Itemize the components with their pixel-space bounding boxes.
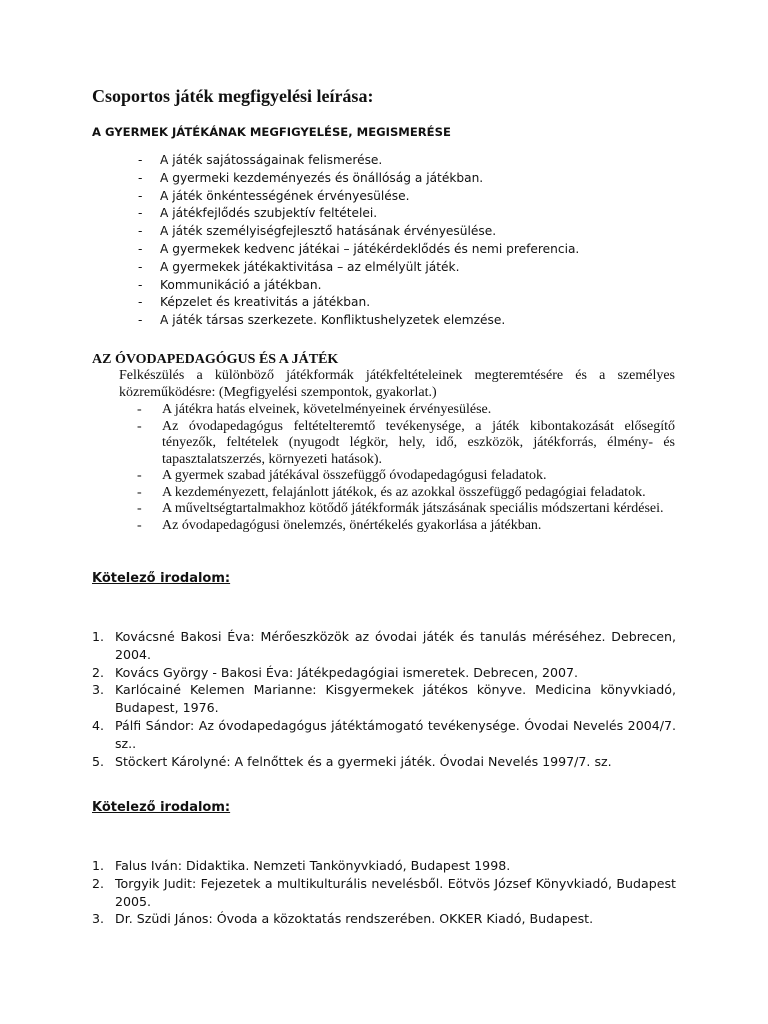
reference-text: Torgyik Judit: Fejezetek a multikulturális nevelésből. Eötvös József Könyvkiadó, Budapest 2005. [115, 875, 676, 909]
reference-text: Stöckert Károlyné: A felnőttek és a gyermeki játék. Óvodai Nevelés 1997/7. sz. [115, 753, 612, 769]
reference-number: 3. [92, 682, 105, 698]
list-item: - A játékfejlődés szubjektív feltételei. [92, 205, 579, 223]
reference-item [92, 628, 676, 664]
list-item: - A kezdeményezett, felajánlott játékok, és az azokkal összefüggő pedagógiai feladatok. [137, 485, 675, 502]
required-reading-list-2 [92, 857, 676, 928]
list-item: - Az óvodapedagógusi önelemzés, önértékelés gyakorlása a játékban. [137, 518, 675, 535]
reference-text: Falus Iván: Didaktika. Nemzeti Tankönyvkiadó, Budapest 1998. [115, 858, 511, 873]
list-item: - Képzelet és kreativitás a játékban. [92, 294, 579, 312]
list-item: - A gyermekek játékaktivitása – az elmélyült játék. [92, 259, 579, 277]
list-item: - A gyermekek kedvenc játékai – játékérdeklődés és nemi preferencia. [92, 241, 579, 259]
list-item: - A műveltségtartalmakhoz kötődő játékformák játszásának speciális módszertani kérdései. [137, 501, 675, 518]
reference-item [92, 857, 676, 875]
document-title: Csoportos játék megfigyelési leírása: [92, 86, 374, 106]
list-item: - A gyermek szabad játékával összefüggő óvodapedagógusi feladatok. [137, 468, 675, 485]
list-item: - Az óvodapedagógus feltételteremtő tevékenysége, a játék kibontakozását elősegítő tényezők, feltételek (nyugodt légkör, hely, idő, eszközök, játékforrás, élmény- és tapasztalatszerzés, környezeti hatások). [137, 419, 675, 469]
list-item: - A gyermeki kezdeményezés és önállóság a játékban. [92, 170, 579, 188]
reference-text: Kovács György - Bakosi Éva: Játékpedagógiai ismeretek. Debrecen, 2007. [115, 664, 578, 680]
list-item: - A játékra hatás elveinek, követelményeinek érvényesülése. [137, 402, 675, 419]
reference-item [92, 875, 676, 911]
reference-item [92, 753, 676, 771]
reference-item [92, 681, 676, 717]
required-reading-heading-2: Kötelező irodalom: [92, 800, 231, 815]
reference-number: 5. [92, 753, 105, 769]
reference-text: Pálfi Sándor: Az óvodapedagógus játéktámogató tevékenysége. Óvodai Nevelés 2004/7. sz.. [115, 717, 676, 751]
list-item: - A játék társas szerkezete. Konfliktushelyzetek elemzése. [92, 312, 579, 330]
section-heading-child-play: A GYERMEK JÁTÉKÁNAK MEGFIGYELÉSE, MEGISMERÉSE [92, 125, 451, 139]
reference-item [92, 664, 676, 682]
reference-number: 2. [92, 875, 105, 891]
list-item: - A játék önkéntességének érvényesülése. [92, 188, 579, 206]
list-item: - A játék személyiségfejlesztő hatásának érvényesülése. [92, 223, 579, 241]
list-item: - Kommunikáció a játékban. [92, 277, 579, 295]
reference-item [92, 910, 676, 928]
reference-number: 2. [92, 664, 105, 680]
reference-number: 1. [92, 858, 105, 873]
required-reading-list [92, 628, 676, 770]
reference-number: 4. [92, 717, 105, 733]
section-intro: Felkészülés a különböző játékformák játékfeltételeinek megteremtésére és a személyes közreműködésre: (Megfigyelési szempontok, gyakorlat.) [119, 368, 675, 400]
reference-text: Karlócainé Kelemen Marianne: Kisgyermekek játékos könyve. Medicina könyvkiadó, Budapest, 1976. [115, 682, 676, 716]
required-reading-heading: Kötelező irodalom: [92, 571, 231, 586]
reference-text: Kovácsné Bakosi Éva: Mérőeszközök az óvodai játék és tanulás méréséhez. Debrecen, 2004. [115, 629, 676, 662]
reference-number: 1. [92, 629, 105, 644]
reference-text: Dr. Szüdi János: Óvoda a közoktatás rendszerében. OKKER Kiadó, Budapest. [115, 911, 594, 927]
section-heading-teacher: AZ ÓVODAPEDAGÓGUS ÉS A JÁTÉK [92, 352, 339, 367]
teacher-task-list [137, 402, 675, 534]
list-item: - A játék sajátosságainak felismerése. [92, 152, 579, 170]
observation-list [92, 152, 579, 330]
reference-number: 3. [92, 911, 105, 927]
reference-item [92, 717, 676, 753]
